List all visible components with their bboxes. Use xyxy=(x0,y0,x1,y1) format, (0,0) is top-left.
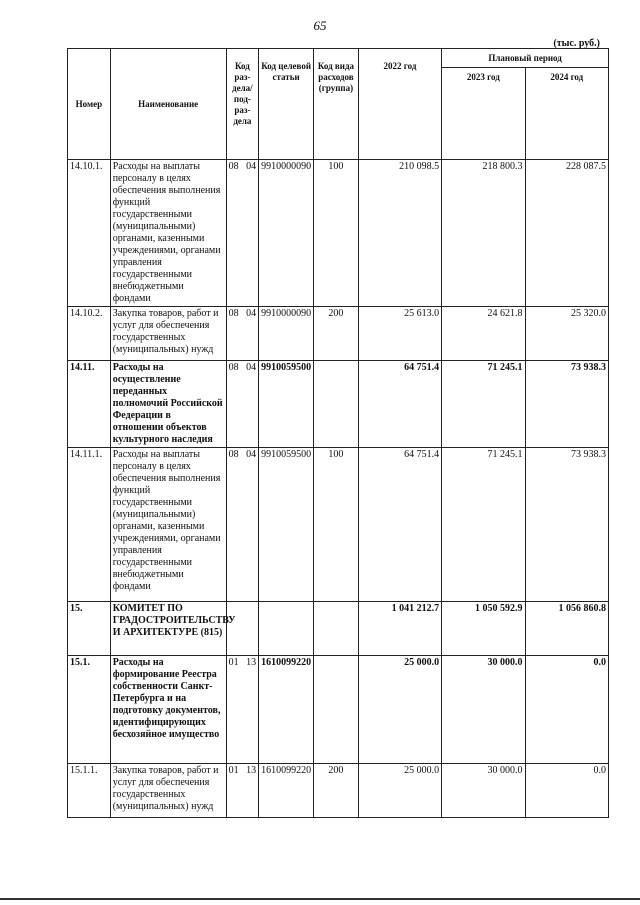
row-number: 14.11. xyxy=(68,361,111,448)
row-2023: 71 245.1 xyxy=(442,448,525,602)
row-razdel-code: 08 xyxy=(228,449,239,460)
row-2022: 1 041 212.7 xyxy=(358,602,441,656)
row-2022: 64 751.4 xyxy=(358,448,441,602)
header-2024: 2024 год xyxy=(525,68,608,160)
row-2024: 0.0 xyxy=(525,764,608,818)
table-row xyxy=(68,361,609,448)
row-2022: 210 098.5 xyxy=(358,160,441,307)
row-podrazdel-code: 13 xyxy=(246,657,257,668)
row-cel: 9910059500 xyxy=(259,361,314,448)
table-body xyxy=(68,160,609,818)
row-name: Закупка товаров, работ и услуг для обеспечения государственных (муниципальных) нужд xyxy=(110,764,226,818)
row-name: Расходы на выплаты персоналу в целях обеспечения выполнения функций государственными (муниципальными) органами, казенными учреждениями, органами управления государственными внебюджетными фондами xyxy=(110,160,226,307)
row-razdel xyxy=(226,602,259,656)
row-razdel xyxy=(226,361,259,448)
row-name: Расходы на осуществление переданных полномочий Российской Федерации в отношении объектов культурного наследия xyxy=(110,361,226,448)
row-vid xyxy=(314,602,359,656)
row-2024: 73 938.3 xyxy=(525,448,608,602)
bottom-rule xyxy=(0,898,640,900)
row-razdel xyxy=(226,307,259,361)
row-razdel-code: 08 xyxy=(228,161,239,172)
row-number: 14.10.2. xyxy=(68,307,111,361)
row-2022: 25 613.0 xyxy=(358,307,441,361)
row-number: 15.1. xyxy=(68,656,111,764)
budget-table xyxy=(67,48,609,818)
row-razdel-code: 01 xyxy=(228,765,239,776)
table-row xyxy=(68,656,609,764)
row-2024: 73 938.3 xyxy=(525,361,608,448)
row-2023: 218 800.3 xyxy=(442,160,525,307)
row-razdel-code: 01 xyxy=(228,657,239,668)
row-2022: 25 000.0 xyxy=(358,656,441,764)
row-2023: 1 050 592.9 xyxy=(442,602,525,656)
row-name: Расходы на формирование Реестра собственности Санкт-Петербурга и на подготовку документов, идентифицирующих бесхозяйное имущество xyxy=(110,656,226,764)
row-number: 14.10.1. xyxy=(68,160,111,307)
row-vid xyxy=(314,656,359,764)
page-number: 65 xyxy=(313,18,327,33)
row-2023: 30 000.0 xyxy=(442,764,525,818)
row-cel: 9910000090 xyxy=(259,160,314,307)
header-vid: Код вида расходов (группа) xyxy=(314,49,359,160)
row-vid: 100 xyxy=(314,160,359,307)
row-razdel xyxy=(226,448,259,602)
row-2024: 25 320.0 xyxy=(525,307,608,361)
row-number: 14.11.1. xyxy=(68,448,111,602)
row-vid xyxy=(314,361,359,448)
row-number: 15.1.1. xyxy=(68,764,111,818)
row-number: 15. xyxy=(68,602,111,656)
header-plan: Плановый период xyxy=(442,49,609,68)
header-2023: 2023 год xyxy=(442,68,525,160)
row-name: КОМИТЕТ ПО ГРАДОСТРОИТЕЛЬСТВУ И АРХИТЕКТУРЕ (815) xyxy=(110,602,226,656)
row-cel: 9910059500 xyxy=(259,448,314,602)
table-row xyxy=(68,160,609,307)
table-row xyxy=(68,764,609,818)
table-row xyxy=(68,448,609,602)
row-2024: 228 087.5 xyxy=(525,160,608,307)
row-cel: 9910000090 xyxy=(259,307,314,361)
row-2023: 30 000.0 xyxy=(442,656,525,764)
row-podrazdel-code: 04 xyxy=(246,308,257,319)
row-cel xyxy=(259,602,314,656)
row-2024: 1 056 860.8 xyxy=(525,602,608,656)
row-razdel-code: 08 xyxy=(228,362,239,373)
row-podrazdel-code: 04 xyxy=(246,161,257,172)
row-razdel xyxy=(226,656,259,764)
unit-label: (тыс. руб.) xyxy=(553,38,600,49)
row-2022: 25 000.0 xyxy=(358,764,441,818)
header-num: Номер xyxy=(68,49,111,160)
row-2022: 64 751.4 xyxy=(358,361,441,448)
row-razdel-code: 08 xyxy=(228,308,239,319)
row-2023: 71 245.1 xyxy=(442,361,525,448)
table-row xyxy=(68,602,609,656)
row-2023: 24 621.8 xyxy=(442,307,525,361)
header-cel: Код целевой статьи xyxy=(259,49,314,160)
header-razdel: Код раз-дела/ под-раз-дела xyxy=(226,49,259,160)
row-podrazdel-code: 04 xyxy=(246,362,257,373)
row-2024: 0.0 xyxy=(525,656,608,764)
table-row xyxy=(68,307,609,361)
row-razdel xyxy=(226,160,259,307)
row-razdel xyxy=(226,764,259,818)
row-podrazdel-code: 04 xyxy=(246,449,257,460)
row-cel: 1610099220 xyxy=(259,656,314,764)
row-cel: 1610099220 xyxy=(259,764,314,818)
row-name: Расходы на выплаты персоналу в целях обеспечения выполнения функций государственными (муниципальными) органами, казенными учреждениями, органами управления государственными внебюджетными фондами xyxy=(110,448,226,602)
header-2022: 2022 год xyxy=(358,49,441,160)
row-podrazdel-code: 13 xyxy=(246,765,257,776)
row-name: Закупка товаров, работ и услуг для обеспечения государственных (муниципальных) нужд xyxy=(110,307,226,361)
header-name: Наименование xyxy=(110,49,226,160)
row-vid: 200 xyxy=(314,764,359,818)
row-vid: 200 xyxy=(314,307,359,361)
row-vid: 100 xyxy=(314,448,359,602)
